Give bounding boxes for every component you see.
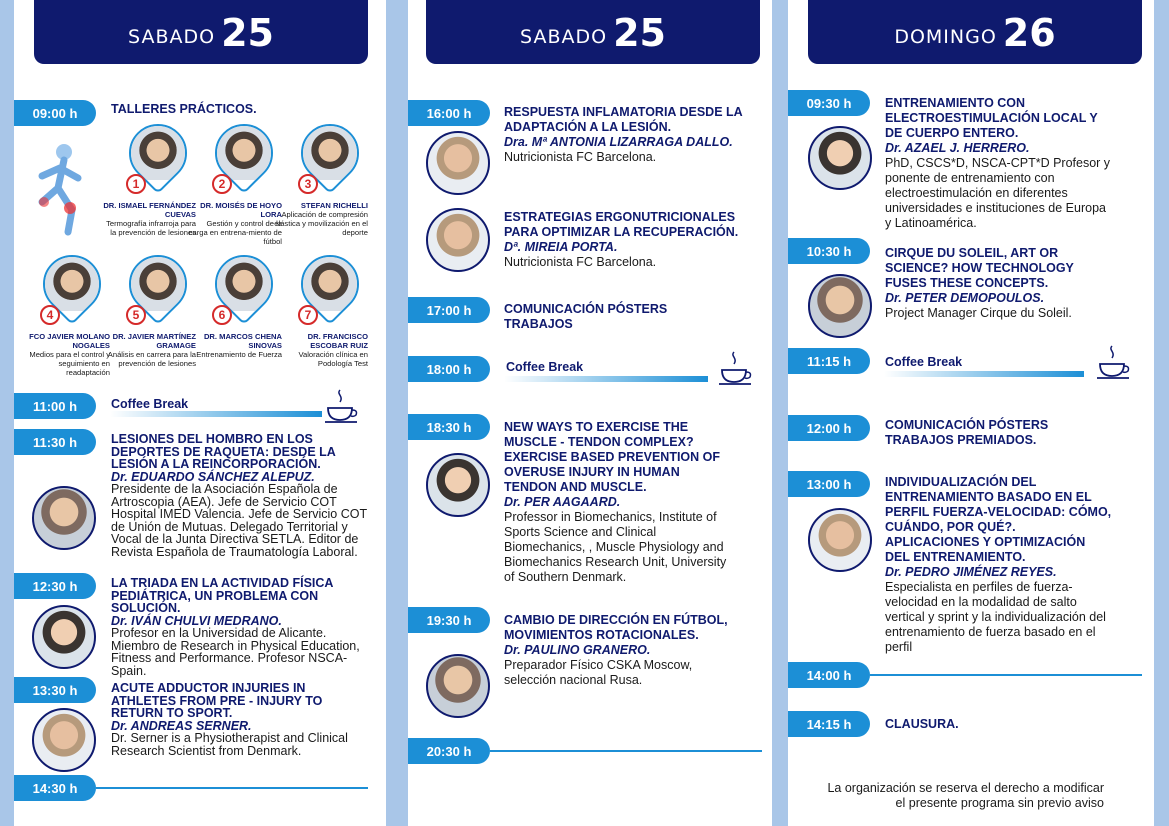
day-header-3 bbox=[808, 0, 1142, 64]
session-block bbox=[885, 96, 1113, 231]
session-title: NEW WAYS TO EXERCISE THE MUSCLE - TENDON COMPLEX? EXERCISE BASED PREVENTION OF OVERUSE INJURY IN HUMAN TENDON AND MUSCLE. bbox=[504, 420, 721, 494]
end-line bbox=[96, 787, 368, 789]
session-speaker: Dr. PAULINO GRANERO. bbox=[504, 643, 651, 657]
workshop-speaker: STEFAN RICHELLI bbox=[300, 201, 368, 210]
time-badge: 10:30 h bbox=[788, 238, 870, 264]
coffee-break-label: Coffee Break bbox=[885, 355, 963, 369]
day-label: SABADO bbox=[128, 26, 216, 48]
workshop-item bbox=[100, 201, 196, 237]
speaker-photo bbox=[32, 605, 96, 669]
session-speaker: Dr. PER AAGAARD. bbox=[504, 495, 621, 509]
time-badge: 12:30 h bbox=[14, 573, 96, 599]
coffee-break-label: Coffee Break bbox=[506, 360, 584, 374]
speaker-photo bbox=[32, 708, 96, 772]
workshop-desc: Gestión y control de la carga en entrena-miento de fútbol bbox=[188, 219, 282, 246]
session-title: ENTRENAMIENTO CON ELECTROESTIMULACIÓN LOCAL Y DE CUERPO ENTERO. bbox=[885, 96, 1098, 140]
day-label: DOMINGO bbox=[894, 26, 997, 48]
day-number: 26 bbox=[1002, 11, 1056, 55]
speaker-photo bbox=[32, 486, 96, 550]
session-title: TALLERES PRÁCTICOS. bbox=[111, 102, 257, 116]
speaker-photo bbox=[426, 131, 490, 195]
workshop-speaker: DR. JAVIER MARTÍNEZ GRAMAGE bbox=[112, 332, 196, 350]
workshop-desc: Entrenamiento de Fuerza bbox=[196, 350, 282, 359]
coffee-cup-icon bbox=[1096, 342, 1132, 382]
workshop-item bbox=[186, 201, 282, 246]
session-block bbox=[111, 433, 371, 558]
time-badge: 18:00 h bbox=[408, 356, 490, 382]
day-label: SABADO bbox=[520, 26, 608, 48]
session-speaker: Dª. MIREIA PORTA. bbox=[504, 240, 618, 254]
time-badge: 11:15 h bbox=[788, 348, 870, 374]
session-title: LA TRIADA EN LA ACTIVIDAD FÍSICA PEDIÁTRICA, UN PROBLEMA CON SOLUCIÓN. bbox=[111, 576, 333, 615]
session-block bbox=[504, 210, 744, 270]
workshop-item bbox=[272, 201, 368, 237]
coffee-break-bar bbox=[504, 376, 708, 382]
workshop-number-badge: 1 bbox=[126, 174, 146, 194]
session-title: CLAUSURA. bbox=[885, 717, 959, 731]
organization-disclaimer: La organización se reserva el derecho a modificar el presente programa sin previo aviso bbox=[827, 781, 1104, 810]
session-title: CAMBIO DE DIRECCIÓN EN FÚTBOL, MOVIMIENTOS ROTACIONALES. bbox=[504, 613, 728, 642]
workshop-speaker: DR. ISMAEL FERNÁNDEZ CUEVAS bbox=[103, 201, 196, 219]
session-title: CIRQUE DU SOLEIL, ART OR SCIENCE? HOW TECHNOLOGY FUSES THESE CONCEPTS. bbox=[885, 246, 1074, 290]
coffee-break-label: Coffee Break bbox=[111, 397, 189, 411]
day-number: 25 bbox=[221, 11, 274, 55]
time-badge: 14:15 h bbox=[788, 711, 870, 737]
session-desc: Nutricionista FC Barcelona. bbox=[504, 150, 657, 164]
session-desc: Nutricionista FC Barcelona. bbox=[504, 255, 657, 269]
session-desc: Preparador Físico CSKA Moscow, selección nacional Rusa. bbox=[504, 658, 693, 687]
workshop-speaker: DR. FRANCISCO ESCOBAR RUIZ bbox=[307, 332, 368, 350]
session-title: COMUNICACIÓN PÓSTERS TRABAJOS PREMIADOS. bbox=[885, 418, 1049, 447]
workshop-speaker: FCO JAVIER MOLANO NOGALES bbox=[29, 332, 110, 350]
end-line bbox=[490, 750, 762, 752]
workshop-item bbox=[14, 332, 110, 377]
workshop-number-badge: 6 bbox=[212, 305, 232, 325]
coffee-cup-icon bbox=[718, 348, 754, 388]
session-speaker: Dra. Mª ANTONIA LIZARRAGA DALLO. bbox=[504, 135, 733, 149]
runner-illustration bbox=[20, 140, 95, 240]
workshop-desc: Análisis en carrera para la prevención de lesiones bbox=[107, 350, 196, 368]
session-title: INDIVIDUALIZACIÓN DEL ENTRENAMIENTO BASADO EN EL PERFIL FUERZA-VELOCIDAD: CÓMO, CUÁNDO, POR QUÉ?. APLICACIONES Y OPTIMIZACIÓN DEL ENTRENAMIENTO. bbox=[885, 475, 1112, 564]
session-speaker: Dr. EDUARDO SÁNCHEZ ALEPUZ. bbox=[111, 469, 315, 484]
time-badge: 09:00 h bbox=[14, 100, 96, 126]
time-badge: 11:30 h bbox=[14, 429, 96, 455]
workshop-desc: Medios para el control y seguimiento en readaptación bbox=[29, 350, 110, 377]
time-badge: 11:00 h bbox=[14, 393, 96, 419]
session-speaker: Dr. AZAEL J. HERRERO. bbox=[885, 141, 1030, 155]
workshop-number-badge: 3 bbox=[298, 174, 318, 194]
session-desc: Profesor en la Universidad de Alicante. Miembro de Research in Physical Education, Fitness and Performance. Profesor NSCA-Spain. bbox=[111, 626, 360, 678]
session-title: RESPUESTA INFLAMATORIA DESDE LA ADAPTACIÓN A LA LESIÓN. bbox=[504, 105, 743, 134]
session-title: ESTRATEGIAS ERGONUTRICIONALES PARA OPTIMIZAR LA RECUPERACIÓN. bbox=[504, 210, 739, 239]
workshop-item bbox=[186, 332, 282, 359]
session-block bbox=[111, 577, 371, 677]
time-badge: 14:00 h bbox=[788, 662, 870, 688]
session-desc: Especialista en perfiles de fuerza-velocidad en la modalidad de salto vertical y sprint y la individualización del entrenamiento de fuerza basado en el perfil bbox=[885, 580, 1106, 654]
workshop-number-badge: 7 bbox=[298, 305, 318, 325]
workshop-item bbox=[272, 332, 368, 368]
time-badge: 14:30 h bbox=[14, 775, 96, 801]
workshop-desc: Aplicación de compresión elástica y movilización en el deporte bbox=[274, 210, 368, 237]
speaker-photo bbox=[808, 126, 872, 190]
session-desc: Project Manager Cirque du Soleil. bbox=[885, 306, 1072, 320]
session-title: ACUTE ADDUCTOR INJURIES IN ATHLETES FROM PRE - INJURY TO RETURN TO SPORT. bbox=[111, 681, 323, 720]
coffee-break-bar bbox=[884, 371, 1084, 377]
time-badge: 17:00 h bbox=[408, 297, 490, 323]
session-block bbox=[504, 420, 728, 585]
coffee-break-bar bbox=[110, 411, 322, 417]
session-block bbox=[504, 613, 734, 688]
session-speaker: Dr. PEDRO JIMÉNEZ REYES. bbox=[885, 565, 1057, 579]
time-badge: 12:00 h bbox=[788, 415, 870, 441]
workshop-number-badge: 2 bbox=[212, 174, 232, 194]
session-speaker: Dr. ANDREAS SERNER. bbox=[111, 718, 252, 733]
speaker-photo bbox=[808, 274, 872, 338]
speaker-photo bbox=[426, 453, 490, 517]
session-desc: Dr. Serner is a Physiotherapist and Clinical Research Scientist from Denmark. bbox=[111, 731, 348, 758]
end-line bbox=[870, 674, 1142, 676]
time-badge: 13:30 h bbox=[14, 677, 96, 703]
time-badge: 19:30 h bbox=[408, 607, 490, 633]
session-block bbox=[504, 105, 744, 165]
session-title: COMUNICACIÓN PÓSTERS TRABAJOS bbox=[504, 302, 668, 331]
time-badge: 20:30 h bbox=[408, 738, 490, 764]
session-block bbox=[885, 246, 1105, 321]
speaker-photo bbox=[808, 508, 872, 572]
session-block bbox=[885, 475, 1113, 655]
time-badge: 16:00 h bbox=[408, 100, 490, 126]
day-header-1 bbox=[34, 0, 368, 64]
workshop-speaker: DR. MOISÉS DE HOYO LORA bbox=[200, 201, 282, 219]
session-speaker: Dr. IVÁN CHULVI MEDRANO. bbox=[111, 613, 282, 628]
workshop-number-badge: 5 bbox=[126, 305, 146, 325]
session-title: LESIONES DEL HOMBRO EN LOS DEPORTES DE RAQUETA: DESDE LA LESIÓN A LA REINCORPORACIÓN. bbox=[111, 432, 336, 471]
workshop-number-badge: 4 bbox=[40, 305, 60, 325]
day-number: 25 bbox=[613, 11, 666, 55]
day-header-2 bbox=[426, 0, 760, 64]
session-desc: Professor in Biomechanics, Institute of Sports Science and Clinical Biomechanics, , Muscle Physiology and Biomechanics Research Unit, University of Southern Denmark. bbox=[504, 510, 727, 584]
workshop-speaker: DR. MARCOS CHENA SINOVAS bbox=[203, 332, 282, 350]
workshop-item bbox=[100, 332, 196, 368]
speaker-photo bbox=[426, 208, 490, 272]
time-badge: 09:30 h bbox=[788, 90, 870, 116]
workshop-desc: Termografía infrarroja para la prevención de lesiones bbox=[106, 219, 196, 237]
session-desc: PhD, CSCS*D, NSCA-CPT*D Profesor y ponente de entrenamiento con electroestimulación en diferentes universidades e instituciones de Europa y Latinoamérica. bbox=[885, 156, 1111, 230]
session-desc: Presidente de la Asociación Española de Artroscopia (AEA). Jefe de Servicio COT Hospital IMED Valencia. Jefe de Servicio COT de Unión de Mutuas. Delegado Territorial y Vocal de la Junta Directiva SETLA. Editor de Revista Española de Traumatología Laboral. bbox=[111, 482, 367, 559]
coffee-cup-icon bbox=[324, 386, 360, 426]
time-badge: 18:30 h bbox=[408, 414, 490, 440]
time-badge: 13:00 h bbox=[788, 471, 870, 497]
session-speaker: Dr. PETER DEMOPOULOS. bbox=[885, 291, 1045, 305]
workshop-desc: Valoración clínica en Podología Test bbox=[298, 350, 368, 368]
speaker-photo bbox=[426, 654, 490, 718]
session-block bbox=[111, 682, 371, 757]
